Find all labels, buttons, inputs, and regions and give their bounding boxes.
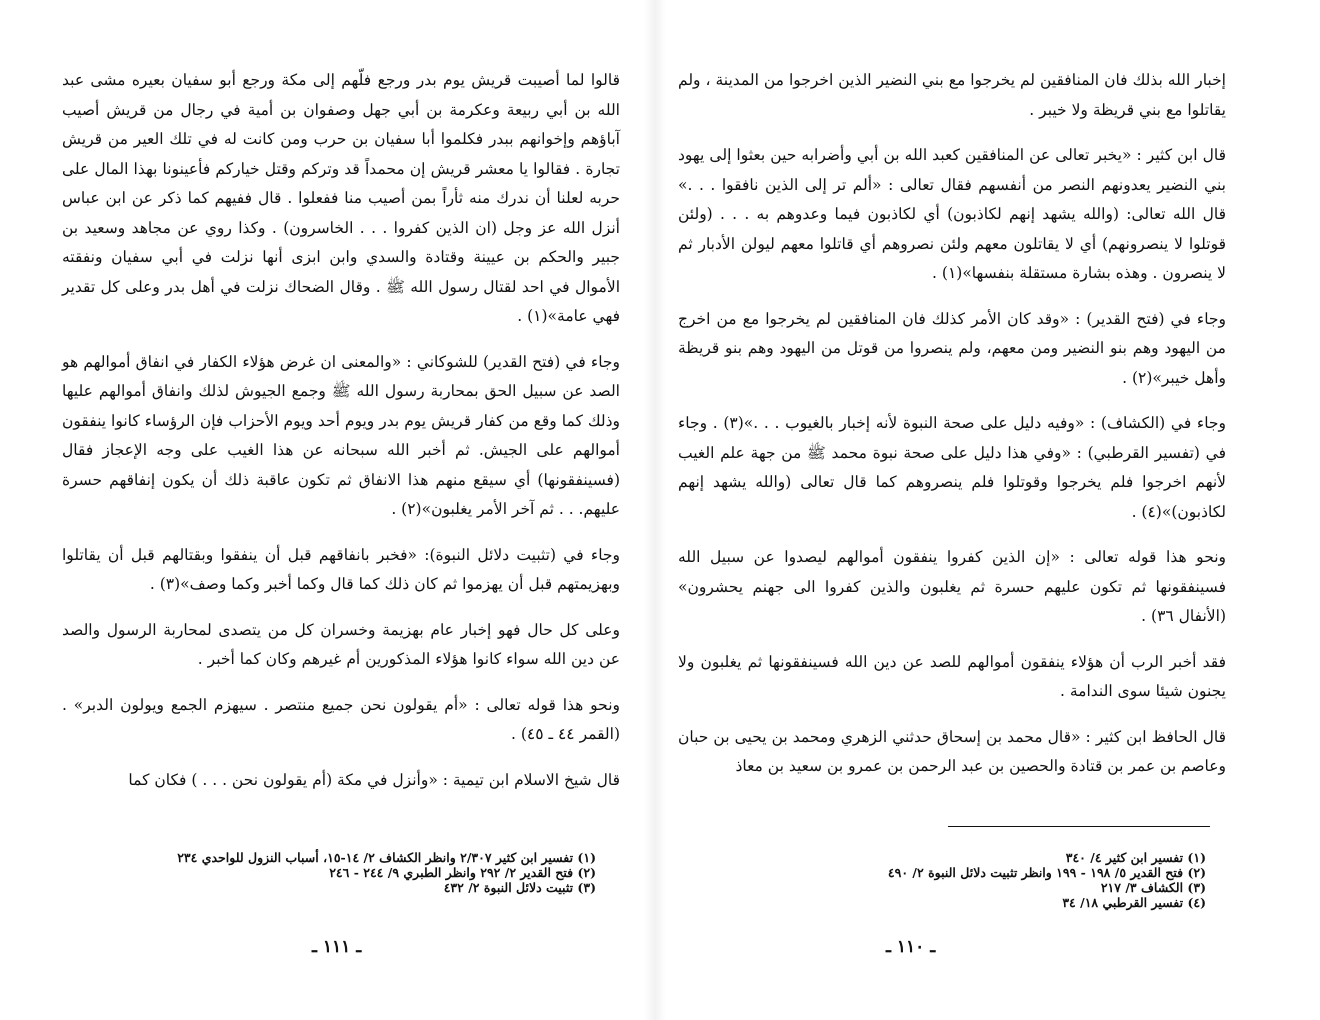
right-footnote-4: (٤) تفسير القرطبي ١٨/ ٣٤	[1062, 895, 1206, 910]
right-page-number: ـ ١١٠ ـ	[886, 937, 936, 957]
left-paragraph-5: ونحو هذا قوله تعالى : «أم يقولون نحن جميع منتصر . سيهزم الجمع ويولون الدبر» . (القمر ٤٤ ـ ٤٥) .	[62, 695, 620, 743]
right-footnote-3: (٣) الكشاف ٣/ ٢١٧	[1100, 880, 1206, 895]
left-page-body	[62, 66, 620, 807]
right-paragraph-5: ونحو هذا قوله تعالى : «إن الذين كفروا ينفقون أموالهم ليصدوا عن سبيل الله فسينفقونها ثم تكون عليهم حسرة ثم يغلبون والذين كفروا الى جهنم يحشرون» (الأنفال ٣٦) .	[678, 548, 1226, 625]
right-paragraph-1: إخبار الله بذلك فان المنافقين لم يخرجوا مع بني النضير الذين اخرجوا من المدينة ، ولم يقاتلوا مع بني قريظة ولا خيبر .	[678, 71, 1226, 119]
left-paragraph-2: وجاء في (فتح القدير) للشوكاني : «والمعنى ان غرض هؤلاء الكفار في انفاق أموالهم هو الصد عن سبيل الحق بمحاربة رسول الله ﷺ وجمع الجيوش لذلك وانفاق أموالهم عليها وذلك كما وقع من كفار قريش يوم بدر ويوم أحد ويوم الأحزاب فإن الرؤساء كانوا ينفقون أموالهم على الجيش. ثم أخبر الله سبحانه عن هذا الغيب على وجه الإعجاز فقال (فسينفقونها) أي سيقع منهم هذا الانفاق ثم تكون عاقبة ذلك أن يكون إنفاقهم حسرة عليهم. . . ثم آخر الأمر يغلبون»(٢) .	[62, 352, 620, 518]
left-paragraph-1: قالوا لما أصيبت قريش يوم بدر ورجع فلّهم إلى مكة ورجع أبو سفيان بعيره مشى عبد الله بن أبي ربيعة وعكرمة بن أبي جهل وصفوان بن أمية في رجال من قريش أصيب آباؤهم وإخوانهم ببدر فكلموا أبا سفيان بن حرب ومن كانت له في تلك العير من قريش تجارة . فقالوا يا معشر قريش إن محمداً قد وتركم وقتل خياركم فأعينونا بهذا المال على حربه لعلنا أن ندرك منه ثأراً بمن أصيب منا ففعلوا . قال ففيهم كما ذكر عن ابن عباس أنزل الله عز وجل (ان الذين كفروا . . . الخاسرون) . وكذا روي عن مجاهد وسعيد بن جبير والحكم بن عيينة وقتادة والسدي وابن ابزى أنها نزلت في أبي سفيان ونفقته الأموال في احد لقتال رسول الله ﷺ . وقال الضحاك نزلت في أهل بدر وعلى كل تقدير فهي عامة»(١) .	[62, 71, 620, 325]
right-paragraph-3: وجاء في (فتح القدير) : «وقد كان الأمر كذلك فان المنافقين لم يخرجوا مع من اخرج من اليهود وهم بنو النضير ومن معهم، ولم ينصروا من قوتل من اليهود وهم بنو قريظة وأهل خيبر»(٢) .	[678, 309, 1226, 387]
right-footnotes	[856, 850, 1206, 910]
left-footnote-1: (١) تفسير ابن كثير ٢/٣٠٧ وانظر الكشاف ٢/ ١٤-١٥، أسباب النزول للواحدي ٢٣٤	[177, 850, 596, 865]
left-page-number: ـ ١١١ ـ	[312, 937, 362, 957]
left-paragraph-3: وجاء في (تثبيت دلائل النبوة): «فخبر بانفاقهم قبل أن ينفقوا وبقتالهم قبل أن يقاتلوا وبهزيمتهم قبل أن يهزموا ثم كان ذلك كما قال وكما أخبر وكما وصف»(٣) .	[62, 545, 620, 593]
left-footnotes	[166, 850, 596, 895]
right-footnote-1: (١) تفسير ابن كثير ٤/ ٣٤٠	[1065, 850, 1206, 865]
right-paragraph-2: قال ابن كثير : «يخبر تعالى عن المنافقين كعبد الله بن أبي وأضرابه حين بعثوا إلى يهود بني النضير يعدونهم النصر من أنفسهم فقال تعالى : «ألم تر إلى الذين نافقوا . . .» قال الله تعالى: (والله يشهد إنهم لكاذبون) أي لكاذبون فيما وعدوهم به . . . (ولئن قوتلوا لا ينصرونهم) أي لا يقاتلون معهم ولئن نصروهم أي قاتلوا معهم ليولن الأدبار ثم لا ينصرون . وهذه بشارة مستقلة بنفسها»(١) .	[678, 146, 1226, 282]
right-page-body	[678, 66, 1226, 794]
left-footnote-3: (٣) تثبيت دلائل النبوة ٢/ ٤٣٢	[443, 880, 596, 895]
book-gutter	[644, 0, 666, 1020]
right-footnote-2: (٢) فتح القدير ٥/ ١٩٨ - ١٩٩ وانظر تثبيت دلائل النبوة ٢/ ٤٩٠	[887, 865, 1206, 880]
left-footnote-2: (٢) فتح القدير ٢/ ٢٩٢ وانظر الطبري ٩/ ٢٤٤ - ٢٤٦	[329, 865, 596, 880]
right-paragraph-6: فقد أخبر الرب أن هؤلاء ينفقون أموالهم للصد عن دين الله فسينفقونها ثم يغلبون ولا يجنون شيئا سوى الندامة .	[678, 652, 1226, 700]
left-paragraph-6: قال شيخ الاسلام ابن تيمية : «وأنزل في مكة (أم يقولون نحن . . . ) فكان كما	[128, 770, 620, 789]
right-paragraph-7: قال الحافظ ابن كثير : «قال محمد بن إسحاق حدثني الزهري ومحمد بن يحيى بن حبان وعاصم بن عمر بن قتادة والحصين بن عبد الرحمن بن عمرو بن سعيد بن معاذ	[678, 727, 1226, 775]
left-paragraph-4: وعلى كل حال فهو إخبار عام بهزيمة وخسران كل من يتصدى لمحاربة الرسول والصد عن دين الله سواء كانوا هؤلاء المذكورين أم غيرهم وكان كما أخبر .	[62, 620, 620, 668]
right-paragraph-4: وجاء في (الكشاف) : «وفيه دليل على صحة النبوة لأنه إخبار بالغيوب . . .»(٣) . وجاء في (تفسير القرطبي) : «وفي هذا دليل على صحة نبوة محمد ﷺ من جهة علم الغيب لأنهم اخرجوا فلم يخرجوا وقوتلوا فلم ينصروهم كما قال تعالى (والله يشهد إنهم لكاذبون)»(٤) .	[678, 414, 1226, 521]
footnote-separator	[948, 826, 1210, 827]
